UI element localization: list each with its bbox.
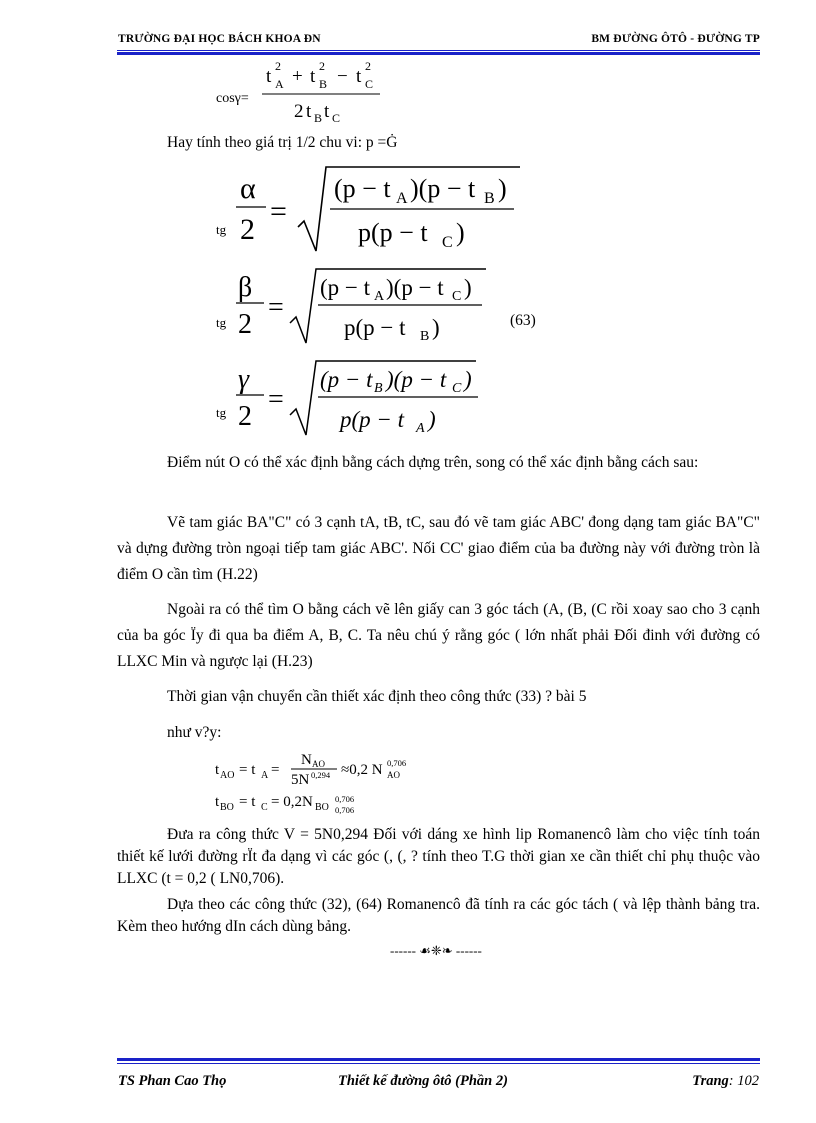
svg-text:t: t: [356, 66, 362, 87]
svg-text:): ): [464, 275, 472, 300]
svg-text:γ: γ: [238, 364, 250, 395]
svg-text:= 0,2N: = 0,2N: [271, 794, 313, 810]
svg-text:A: A: [275, 77, 284, 91]
svg-text:)(p − t: )(p − t: [386, 275, 444, 300]
svg-text:2: 2: [319, 59, 325, 73]
paragraph-7: Dựa theo các công thức (32), (64) Romanencô đã tính ra các góc tách ( và lệp thành bảng tra. Kèm theo hướng dIn cách dùng bảng.: [117, 896, 760, 935]
svg-text:t: t: [310, 66, 316, 87]
svg-text:t: t: [306, 101, 312, 122]
svg-text:p(p − t: p(p − t: [340, 407, 405, 432]
svg-text:N: N: [301, 752, 312, 768]
svg-text:C: C: [442, 234, 453, 251]
cos-gamma-fraction: [262, 56, 432, 126]
tg-beta-formula: [230, 265, 530, 350]
svg-text:(p − t: (p − t: [334, 174, 391, 203]
footer-rule-thick: [117, 1058, 760, 1061]
svg-text:t: t: [215, 794, 220, 810]
svg-text:t: t: [266, 66, 272, 87]
tg-alpha-formula: [230, 165, 530, 255]
footer-page-number: : 102: [728, 1073, 759, 1089]
t-ao-formula: [215, 750, 455, 790]
paragraph-4: Thời gian vận chuyển cần thiết xác định theo công thức (33) ? bài 5: [167, 688, 587, 705]
svg-text:=: =: [268, 384, 284, 415]
tg-alpha-label: tg: [216, 222, 227, 237]
svg-text:t: t: [324, 101, 330, 122]
svg-text:t: t: [215, 762, 220, 778]
svg-text:)(p − t: )(p − t: [410, 174, 476, 203]
svg-text:2: 2: [294, 101, 304, 122]
svg-text:p(p − t: p(p − t: [358, 218, 428, 247]
svg-text:α: α: [240, 172, 256, 205]
svg-text:≈0,2 N: ≈0,2 N: [341, 762, 383, 778]
svg-text:): ): [432, 315, 440, 340]
paragraph-6: Đưa ra công thức V = 5N0,294 Đối với dáng xe hình lip Romanencô làm cho việc tính toán thiết kế lưới đường rÏt đa dạng vì các góc (, (, ? tính theo T.G thời gian xe cần thiết chỉ phụ thuộc vào LLXC (t = 0,2 ( LN0,706).: [117, 826, 760, 887]
footer-title: Thiết kế đường ôtô (Phần 2): [338, 1073, 508, 1089]
svg-text:B: B: [374, 381, 383, 396]
svg-text:A: A: [396, 190, 408, 207]
svg-text:2: 2: [240, 213, 255, 246]
svg-text:): ): [456, 218, 465, 247]
svg-text:): ): [464, 367, 472, 392]
svg-text:5N: 5N: [291, 772, 310, 788]
svg-text:B: B: [420, 329, 430, 344]
tg-gamma-label: tg: [216, 405, 227, 420]
tg-gamma-formula: [230, 357, 530, 442]
svg-text:0,294: 0,294: [311, 770, 331, 780]
svg-text:= t: = t: [239, 794, 256, 810]
svg-text:0,706: 0,706: [335, 805, 355, 815]
svg-text:0,706: 0,706: [387, 758, 407, 768]
svg-text:AO: AO: [312, 759, 325, 769]
svg-text:BO: BO: [220, 802, 234, 813]
svg-text:0,706: 0,706: [335, 794, 355, 804]
svg-text:(p − t: (p − t: [320, 275, 371, 300]
paragraph-3: Ngoài ra có thể tìm O bằng cách vẽ lên giấy can 3 góc tách (A, (B, (C rồi xoay sao cho 3 cạnh của ba góc Ïy đi qua ba điểm A, B, C. Ta nêu chú ý rằng góc ( lớn nhất phải Đối đinh với đường có LLXC Min và ngược lại (H.23): [117, 601, 760, 670]
svg-text:B: B: [484, 190, 495, 207]
svg-text:=: =: [268, 292, 284, 323]
svg-text:AO: AO: [220, 770, 235, 781]
svg-text:−: −: [337, 66, 348, 87]
footer-rule-thin: [117, 1063, 760, 1064]
svg-text:C: C: [452, 381, 462, 396]
equation-number: (63): [510, 312, 536, 329]
svg-text:A: A: [374, 289, 385, 304]
svg-text:2: 2: [365, 59, 371, 73]
svg-text:A: A: [416, 421, 425, 436]
footer-page-label: Trang: [692, 1073, 729, 1089]
svg-text:AO: AO: [387, 770, 400, 780]
svg-text:): ): [428, 407, 436, 432]
svg-text:): ): [498, 174, 507, 203]
svg-text:C: C: [261, 802, 268, 813]
svg-text:2: 2: [275, 59, 281, 73]
svg-text:B: B: [319, 77, 328, 91]
header-right: BM ĐƯỜNG ÔTÔ - ĐƯỜNG TP: [591, 33, 760, 45]
svg-text:2: 2: [238, 401, 252, 432]
footer-page: [692, 1073, 759, 1090]
svg-text:C: C: [365, 77, 374, 91]
t-bo-formula: [215, 790, 415, 820]
svg-text:=: =: [271, 762, 280, 778]
svg-text:A: A: [261, 770, 269, 781]
paragraph-2: Vẽ tam giác BA"C" có 3 cạnh tA, tB, tC, sau đó vẽ tam giác ABC' đong dạng tam giác BA"C" và dựng đường tròn ngoại tiếp tam giác ABC'. Nối CC' giao điểm của ba đường này với đường tròn là điểm O cần tìm (H.22): [117, 514, 760, 583]
paragraph-1: Điểm nút O có thể xác định bằng cách dựng trên, song có thể xác định bằng cách sau:: [167, 454, 699, 471]
svg-text:p(p − t: p(p − t: [344, 315, 406, 340]
ornament-divider: ------ ☙❈❧ ------: [390, 943, 482, 958]
header-rule-thick: [117, 52, 760, 55]
svg-text:= t: = t: [239, 762, 256, 778]
svg-text:(p − t: (p − t: [320, 367, 373, 392]
svg-text:BO: BO: [315, 802, 329, 813]
tg-beta-label: tg: [216, 315, 227, 330]
svg-text:2: 2: [238, 309, 252, 340]
cos-gamma-label: cosγ=: [216, 91, 249, 106]
svg-text:C: C: [452, 289, 462, 304]
svg-text:β: β: [238, 272, 253, 303]
half-perimeter-text: Hay tính theo giá trị 1/2 chu vi: p =Ġ: [167, 134, 398, 151]
svg-text:B: B: [314, 111, 323, 125]
svg-text:=: =: [270, 195, 287, 228]
header-left: TRƯỜNG ĐẠI HỌC BÁCH KHOA ĐN: [118, 33, 321, 45]
svg-text:+: +: [292, 66, 303, 87]
footer-author: TS Phan Cao Thọ: [118, 1073, 227, 1089]
paragraph-5: như v?y:: [167, 724, 222, 741]
header-rule-thin: [117, 50, 760, 51]
svg-text:)(p − t: )(p − t: [386, 367, 447, 392]
svg-text:C: C: [332, 111, 341, 125]
